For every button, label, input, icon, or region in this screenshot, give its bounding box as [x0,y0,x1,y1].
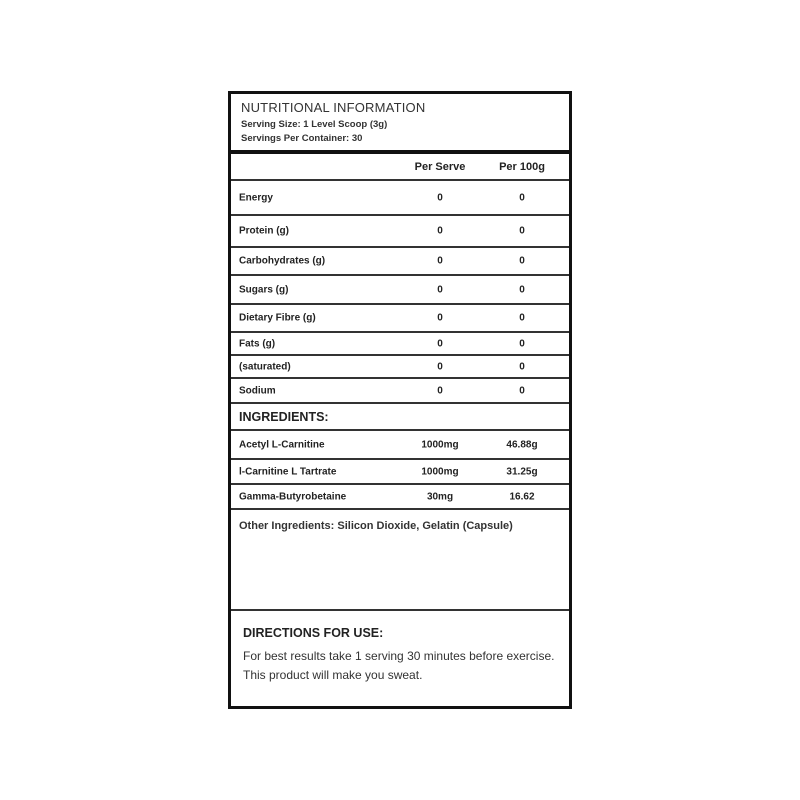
row-label: Energy [239,192,273,203]
per-100g-value: 0 [519,255,525,267]
nutrient-row [231,248,569,276]
directions-text: For best results take 1 serving 30 minutes before exercise. This product will make you sweat. [243,649,555,682]
label-title: NUTRITIONAL INFORMATION [241,100,426,115]
per-serve-value: 0 [437,361,443,372]
ingredients-heading-row [231,404,569,431]
ingredient-row [231,460,569,485]
per-100g-value: 46.88g [506,439,538,450]
row-label: Carbohydrates (g) [239,255,326,267]
nutrient-row [231,181,569,216]
per-serve-value: 0 [437,338,443,349]
per-serve-value: 0 [437,192,443,203]
row-label: Acetyl L-Carnitine [239,439,325,450]
nutrient-row [231,379,569,404]
nutrient-row [231,333,569,356]
directions-section [231,611,569,698]
per-100g-value: 0 [519,284,525,295]
per-serve-value: 0 [437,312,443,324]
per-serve-value: 1000mg [421,466,459,477]
per-100g-value: 31.25g [506,466,538,477]
per-100g-value: 0 [519,338,525,349]
servings-per-container: Servings Per Container: 30 [241,133,363,144]
other-ingredients: Other Ingredients: Silicon Dioxide, Gelatin (Capsule) [231,510,569,611]
row-label: (saturated) [239,361,291,372]
per-serve-value: 1000mg [421,439,459,450]
per-serve-value: 30mg [426,491,454,502]
column-header-row [231,154,569,181]
ingredient-row [231,485,569,510]
per-serve-value: 0 [437,284,443,295]
per-100g-value: 0 [519,312,525,324]
per-serve-header: Per Serve [414,160,466,173]
per-serve-value: 0 [437,225,443,237]
per-serve-value: 0 [437,385,443,396]
row-label: Protein (g) [239,225,289,237]
row-label: Gamma-Butyrobetaine [239,491,347,502]
nutrient-row [231,276,569,305]
nutrition-label [228,91,572,709]
per-100g-header: Per 100g [499,160,545,173]
row-label: Sodium [239,385,276,396]
per-100g-value: 0 [519,385,525,396]
per-100g-value: 0 [519,225,525,237]
per-100g-value: 0 [519,361,525,372]
per-serve-value: 0 [437,255,443,267]
nutrient-row [231,305,569,333]
ingredient-row [231,431,569,460]
serving-size: Serving Size: 1 Level Scoop (3g) [241,119,388,130]
ingredients-heading: INGREDIENTS: [239,409,329,424]
per-100g-value: 16.62 [509,491,535,502]
row-label: Sugars (g) [239,284,289,295]
label-header [231,94,569,154]
row-label: Dietary Fibre (g) [239,312,316,324]
per-100g-value: 0 [519,192,525,203]
nutrient-row [231,356,569,379]
directions-heading: DIRECTIONS FOR USE: [243,626,384,640]
row-label: Fats (g) [239,338,276,349]
nutrient-row [231,216,569,248]
row-label: l-Carnitine L Tartrate [239,466,337,477]
